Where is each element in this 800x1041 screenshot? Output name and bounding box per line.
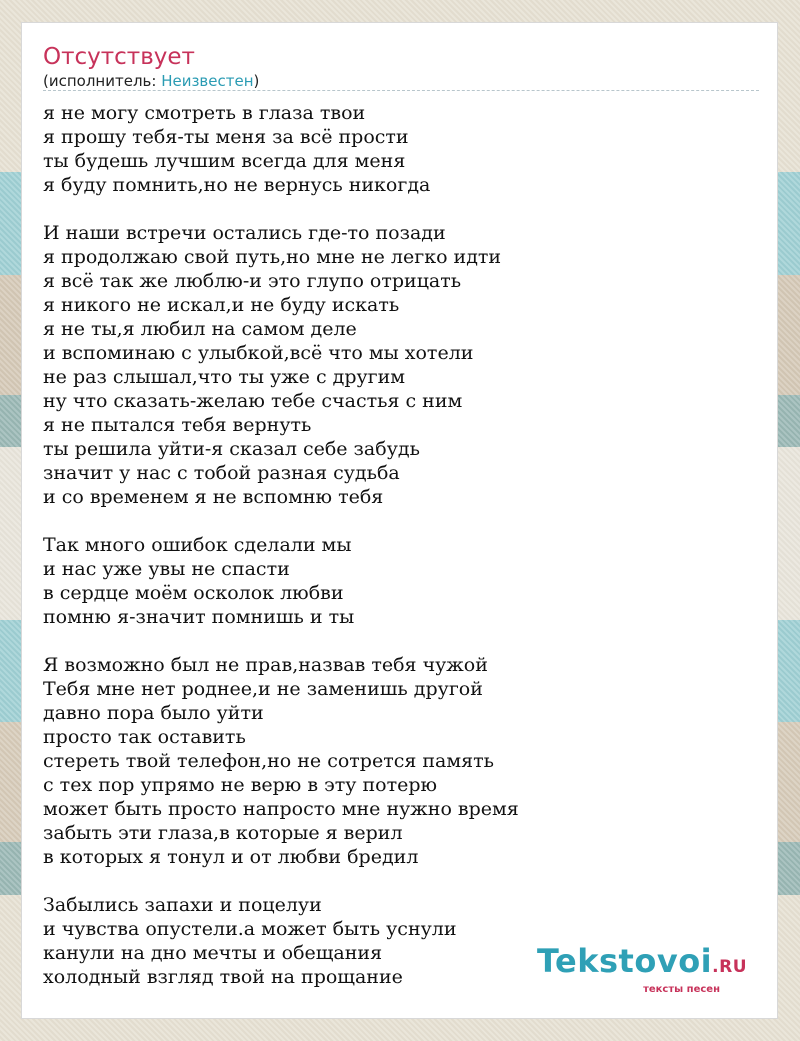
lyrics-line: и со временем я не вспомню тебя xyxy=(43,486,384,508)
lyrics-line: Тебя мне нет роднее,и не заменишь другой xyxy=(43,678,483,700)
lyrics-line: я продолжаю свой путь,но мне не легко идти xyxy=(43,246,502,268)
lyrics-line: и нас уже увы не спасти xyxy=(43,558,290,580)
lyrics-line: стереть твой телефон,но не сотрется память xyxy=(43,750,495,772)
lyrics-line: и вспоминаю с улыбкой,всё что мы хотели xyxy=(43,342,474,364)
lyrics-line: я не ты,я любил на самом деле xyxy=(43,318,357,340)
lyrics-line: в сердце моём осколок любви xyxy=(43,582,344,604)
lyrics-line: не раз слышал,что ты уже с другим xyxy=(43,366,406,388)
lyrics-line: и чувства опустели.а может быть уснули xyxy=(43,918,457,940)
lyrics-line: ну что сказать-желаю тебе счастья с ним xyxy=(43,390,463,412)
artist-prefix: (исполнитель: xyxy=(43,72,162,90)
artist-link[interactable]: Неизвестен xyxy=(161,72,254,90)
lyrics-line: ты решила уйти-я сказал себе забудь xyxy=(43,438,420,460)
lyrics-line: я не пытался тебя вернуть xyxy=(43,414,312,436)
lyrics-line: с тех пор упрямо не верю в эту потерю xyxy=(43,774,438,796)
lyrics-line: я никого не искал,и не буду искать xyxy=(43,294,400,316)
lyrics-line: Так много ошибок сделали мы xyxy=(43,534,352,556)
logo-main-text: Tekstovoi xyxy=(536,942,713,980)
logo-tagline: тексты песен xyxy=(643,984,720,995)
lyrics-line: помню я-значит помнишь и ты xyxy=(43,606,355,628)
artist-line xyxy=(43,72,259,90)
lyrics-line: в которых я тонул и от любви бредил xyxy=(43,846,419,868)
lyrics-line: просто так оставить xyxy=(43,726,246,748)
lyrics-stanza xyxy=(43,533,759,629)
lyrics-line: я всё так же люблю-и это глупо отрицать xyxy=(43,270,462,292)
lyrics-line: Я возможно был не прав,назвав тебя чужой xyxy=(43,654,488,676)
lyrics-line: канули на дно мечты и обещания xyxy=(43,942,383,964)
lyrics-card xyxy=(21,22,778,1019)
site-logo[interactable] xyxy=(537,944,747,996)
lyrics-line: я буду помнить,но не вернусь никогда xyxy=(43,174,431,196)
lyrics-line: я не могу смотреть в глаза твои xyxy=(43,102,366,124)
title-divider xyxy=(43,90,759,91)
lyrics-stanza xyxy=(43,101,759,197)
lyrics-line: забыть эти глаза,в которые я верил xyxy=(43,822,403,844)
song-title: Отсутствует xyxy=(43,44,195,70)
lyrics-line: Забылись запахи и поцелуи xyxy=(43,894,322,916)
lyrics-line: может быть просто напросто мне нужно время xyxy=(43,798,519,820)
artist-suffix: ) xyxy=(253,72,260,90)
lyrics-line: давно пора было уйти xyxy=(43,702,264,724)
logo-tld: .RU xyxy=(712,957,747,977)
lyrics-line: ты будешь лучшим всегда для меня xyxy=(43,150,406,172)
lyrics-line: я прошу тебя-ты меня за всё прости xyxy=(43,126,409,148)
lyrics-stanza xyxy=(43,653,759,869)
lyrics-stanza xyxy=(43,221,759,509)
logo-wordmark xyxy=(537,944,747,984)
lyrics-line: значит у нас с тобой разная судьба xyxy=(43,462,400,484)
lyrics-line: И наши встречи остались где-то позади xyxy=(43,222,446,244)
lyrics-text xyxy=(43,101,759,1013)
lyrics-line: холодный взгляд твой на прощание xyxy=(43,966,403,988)
